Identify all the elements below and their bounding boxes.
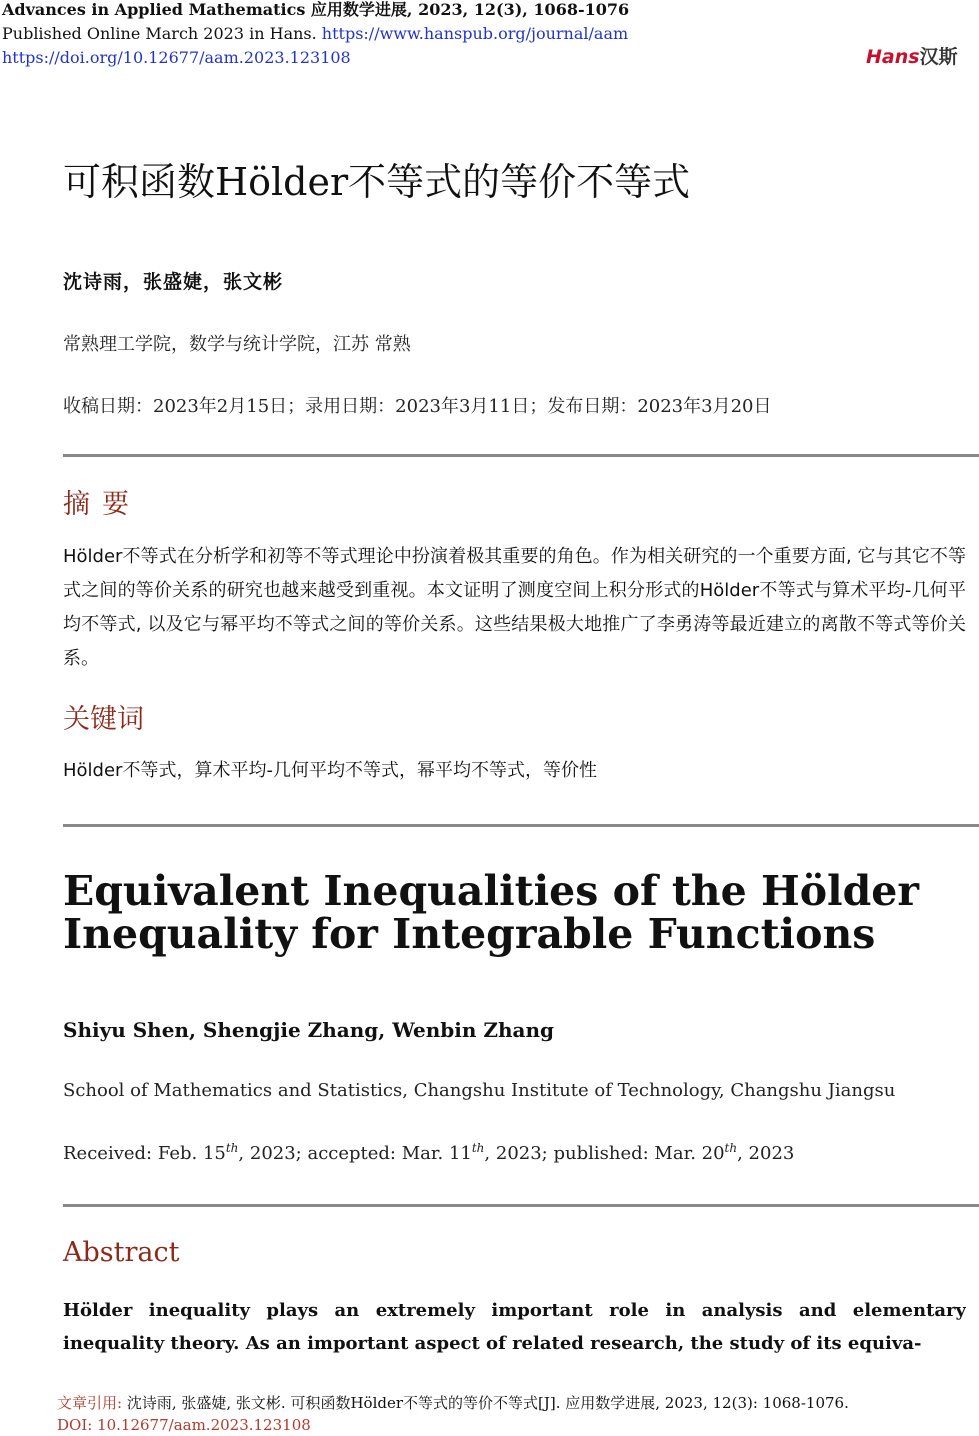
ordinal-suffix: th	[225, 1141, 239, 1155]
journal-info-line: Advances in Applied Mathematics 应用数学进展, 2023, 12(3), 1068-1076	[2, 0, 630, 19]
chinese-authors: 沈诗雨，张盛婕，张文彬	[63, 271, 284, 293]
english-abstract-heading: Abstract	[63, 1237, 180, 1268]
citation-label: 文章引用:	[57, 1394, 123, 1412]
english-dates	[63, 1141, 794, 1164]
ordinal-suffix: th	[471, 1141, 485, 1155]
accepted-date: , 2023; accepted: Mar. 11	[238, 1143, 472, 1164]
chinese-abstract-heading: 摘要	[63, 489, 141, 520]
citation-text: 沈诗雨, 张盛婕, 张文彬. 可积函数Hölder不等式的等价不等式[J]. 应用数学进展, 2023, 12(3): 1068-1076.	[126, 1394, 849, 1412]
chinese-dates: 收稿日期：2023年2月15日；录用日期：2023年3月11日；发布日期：2023年3月20日	[63, 396, 772, 417]
ordinal-suffix: th	[724, 1141, 738, 1155]
section-divider	[63, 1204, 979, 1207]
chinese-title: 可积函数Hölder不等式的等价不等式	[63, 160, 691, 204]
english-title: Equivalent Inequalities of the Hölder Inequality for Integrable Functions	[63, 867, 919, 958]
published-online-line	[2, 24, 628, 44]
hans-logo-latin: Hans	[866, 46, 920, 68]
doi-url-link[interactable]: https://doi.org/10.12677/aam.2023.123108	[2, 48, 351, 67]
section-divider	[63, 454, 979, 457]
chinese-abstract-body: Hölder不等式在分析学和初等不等式理论中扮演着极其重要的角色。作为相关研究的一个重要方面, 它与其它不等式之间的等价关系的研究也越来越受到重视。本文证明了测度空间上积分形式的Hölder不等式与算术平均-几何平均不等式, 以及它与幂平均不等式之间的等价关系。这些结果极大地推广了李勇涛等最近建立的离散不等式等价关系。	[63, 546, 966, 669]
chinese-keywords: Hölder不等式，算术平均-几何平均不等式，幂平均不等式，等价性	[63, 760, 597, 781]
year-tail: , 2023	[737, 1143, 795, 1164]
published-online-text: Published Online March 2023 in Hans.	[2, 24, 317, 43]
english-affiliation: School of Mathematics and Statistics, Changshu Institute of Technology, Changshu Jiangsu	[63, 1080, 896, 1101]
chinese-affiliation: 常熟理工学院，数学与统计学院，江苏 常熟	[63, 334, 411, 355]
hans-logo-chinese: 汉斯	[919, 46, 958, 68]
english-abstract-body: Hölder inequality plays an extremely important role in analysis and elementary inequality theory. As an important aspect of related research, the study of its equiva-	[63, 1300, 966, 1354]
received-date: Received: Feb. 15	[63, 1143, 226, 1164]
hans-logo[interactable]	[866, 42, 958, 69]
chinese-keywords-heading: 关键词	[63, 704, 144, 735]
published-date: , 2023; published: Mar. 20	[484, 1143, 725, 1164]
section-divider	[63, 824, 979, 827]
journal-url-link[interactable]: https://www.hanspub.org/journal/aam	[321, 24, 629, 43]
english-authors: Shiyu Shen, Shengjie Zhang, Wenbin Zhang	[63, 1018, 554, 1042]
citation-footer	[57, 1393, 849, 1413]
footer-doi[interactable]: DOI: 10.12677/aam.2023.123108	[57, 1416, 311, 1434]
